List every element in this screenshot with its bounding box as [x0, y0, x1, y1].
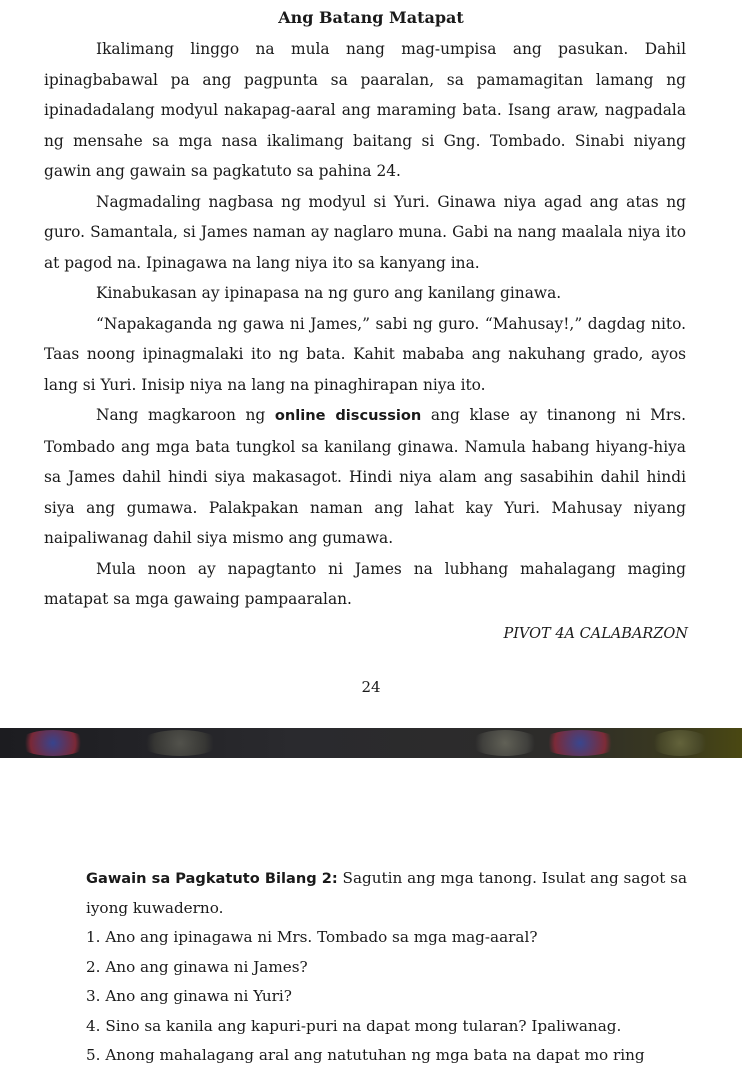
next-page [0, 758, 742, 1080]
story-paragraph-4: “Napakaganda ng gawa ni James,” sabi ng guro. “Mahusay!,” dagdag nito. Taas noong ipinagmalaki ito ng bata. Kahit mababa ang nakuhang grado, ayos lang si Yuri. Inisip niya na lang na pinaghirapan niya ito. [44, 314, 686, 394]
question-2: 2. Ano ang ginawa ni James? [86, 957, 308, 976]
decorative-cartoon-shape [470, 730, 540, 756]
source-credit: PIVOT 4A CALABARZON [503, 626, 688, 642]
story-paragraph-3: Kinabukasan ay ipinapasa na ng guro ang kanilang ginawa. [96, 284, 562, 302]
activity-title: Gawain sa Pagkatuto Bilang 2: [86, 870, 338, 887]
activity-section [86, 864, 726, 1071]
question-4: 4. Sino sa kanila ang kapuri-puri na dapat mong tularan? Ipaliwanag. [86, 1016, 622, 1035]
decorative-cartoon-shape [140, 730, 220, 756]
story-paragraph-6: Mula noon ay napagtanto ni James na lubhang mahalagang maging matapat sa mga gawaing pampaaralan. [44, 559, 686, 608]
paragraph-5-start: Nang magkaroon ng [96, 406, 275, 424]
activity-instruction: Sagutin ang mga tanong. Isulat ang sagot sa iyong kuwaderno. [86, 869, 688, 917]
decorative-cartoon-shape [540, 730, 620, 756]
activity-heading [86, 864, 726, 923]
question-3: 3. Ano ang ginawa ni Yuri? [86, 987, 292, 1005]
question-5: 5. Anong mahalagang aral ang natutuhan ng mga bata na dapat mo ring [86, 1046, 645, 1064]
story-title: Ang Batang Matapat [278, 8, 464, 27]
bold-term: online discussion [274, 407, 422, 424]
story-paragraph-5 [44, 400, 686, 554]
page-number: 24 [361, 678, 381, 696]
paragraph-5-rest: ang klase ay tinanong ni Mrs. Tombado ang mga bata tungkol sa kanilang ginawa. Namula habang hiyang-hiya sa James dahil hindi siya makasagot. Hindi niya alam ang sasabihin dahil hindi siya ang gumawa. Palakpakan naman ang lahat kay Yuri. Mahusay niyang naipaliwanag dahil siya mismo ang gumawa. [44, 406, 686, 547]
decorative-cartoon-shape [18, 730, 88, 756]
page-divider-band [0, 728, 742, 758]
story-paragraph-2: Nagmadaling nagbasa ng modyul si Yuri. Ginawa niya agad ang atas ng guro. Samantala, si James naman ay naglaro muna. Gabi na nang maalala niya ito at pagod na. Ipinagawa na lang niya ito sa kanyang ina. [44, 192, 686, 272]
story-paragraph-1: Ikalimang linggo na mula nang mag-umpisa ang pasukan. Dahil ipinagbabawal pa ang pagpunta sa paaralan, sa pamamagitan lamang ng ipinadadalang modyul nakapag-aaral ang maraming bata. Isang araw, nagpadala ng mensahe sa mga nasa ikalimang baitang si Gng. Tombado. Sinabi niyang gawin ang gawain sa pagkatuto sa pahina 24. [44, 40, 686, 180]
decorative-cartoon-shape [650, 730, 710, 756]
question-list [86, 923, 726, 1071]
story-body [44, 34, 686, 615]
question-1: 1. Ano ang ipinagawa ni Mrs. Tombado sa mga mag-aaral? [86, 928, 538, 946]
